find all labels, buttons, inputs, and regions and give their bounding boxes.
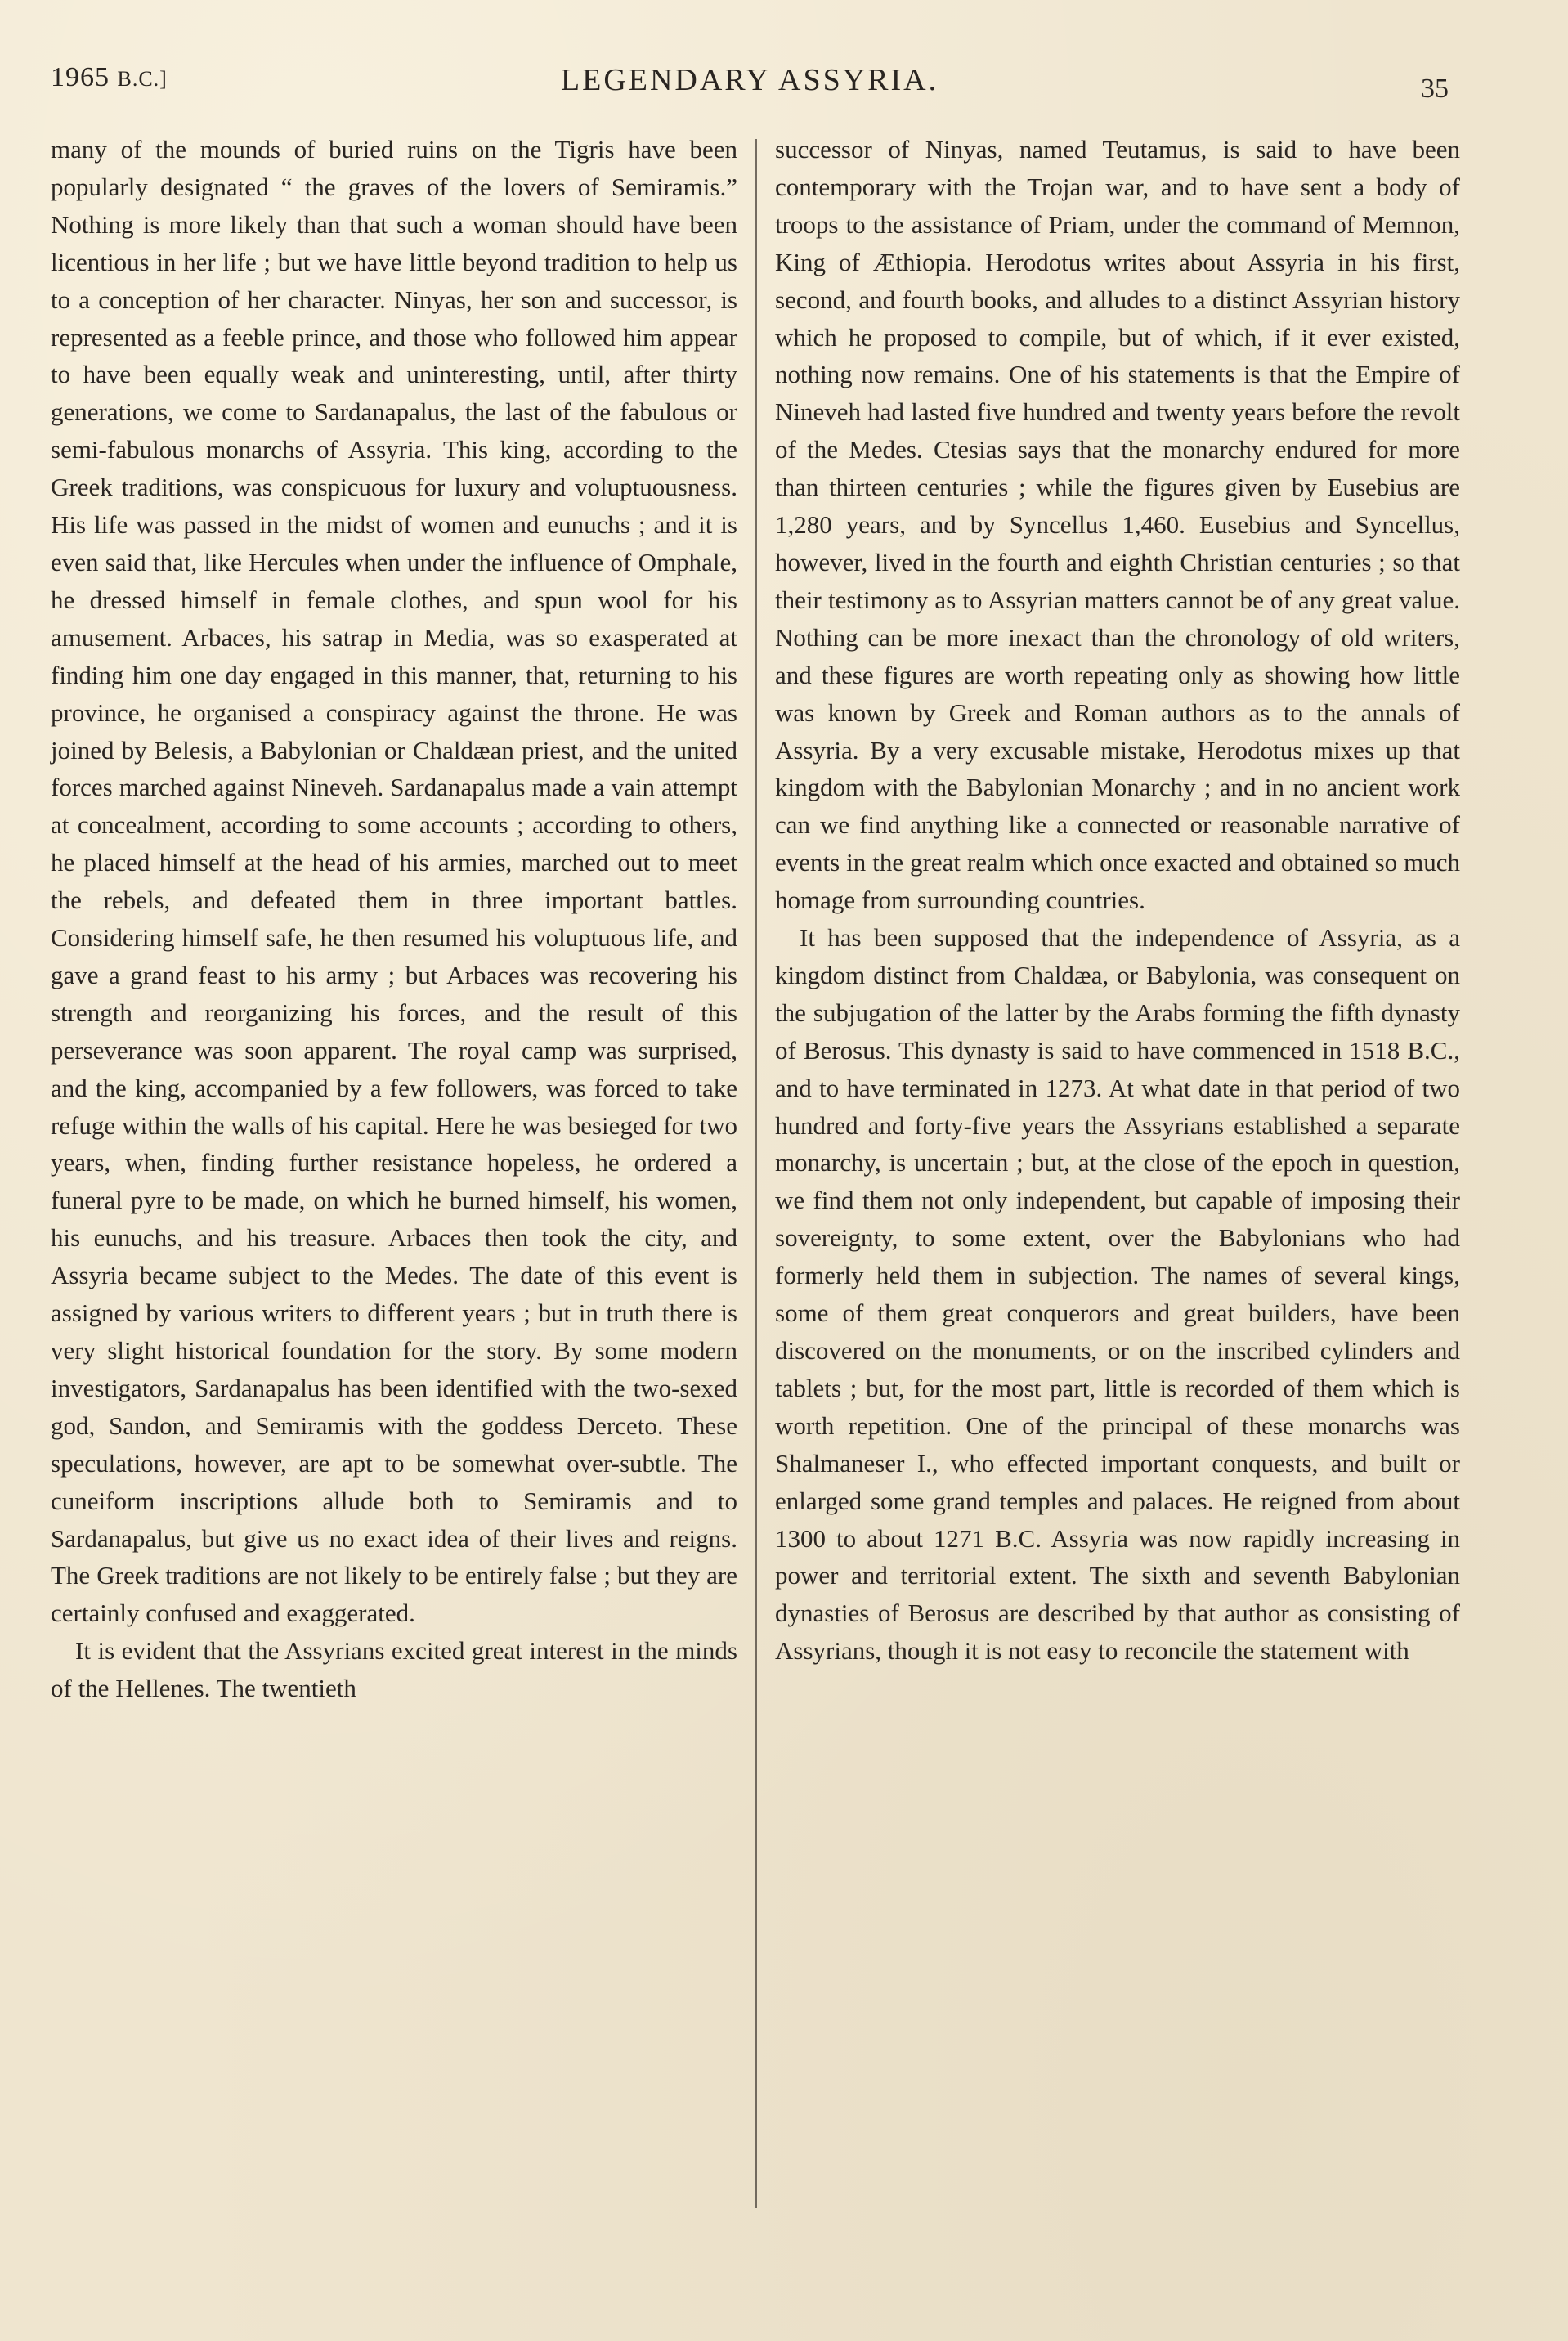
- left-column: [51, 131, 737, 1707]
- running-header: [51, 56, 1449, 105]
- page-number: 35: [1421, 74, 1449, 104]
- column-divider: [755, 139, 757, 2208]
- header-title: LEGENDARY ASSYRIA.: [560, 63, 939, 97]
- right-paragraph-1: successor of Ninyas, named Teutamus, is said to have been contemporary with the Trojan war, and to have sent a body of troops to the assistance of Priam, under the command of Memnon, King of Æthiopia. Herodotus writes about Assyria in his first, second, and fourth books, and alludes to a distinct Assyrian history which he proposed to compile, but of which, if it ever existed, nothing now remains. One of his statements is that the Empire of Nineveh had lasted five hundred and twenty years before the revolt of the Medes. Ctesias says that the monarchy endured for more than thirteen centuries ; while the figures given by Eusebius are 1,280 years, and by Syncellus 1,460. Eusebius and Syncellus, however, lived in the fourth and eighth Christian centuries ; so that their testimony as to Assyrian matters cannot be of any great value. Nothing can be more inexact than the chronology of old writers, and these figures are worth repeating only as showing how little was known by Greek and Roman authors as to the annals of Assyria. By a very excusable mistake, Herodotus mixes up that kingdom with the Babylonian Monarchy ; and in no ancient work can we find anything like a connected or reasonable narrative of events in the great realm which once exacted and obtained so much homage from surrounding countries.: [775, 135, 1460, 915]
- right-column: [775, 131, 1460, 1670]
- header-date-number: 1965: [51, 62, 110, 92]
- right-paragraph-2: It has been supposed that the independence of Assyria, as a kingdom distinct from Chaldæa, or Babylonia, was consequent on the subjugation of the latter by the Arabs forming the fifth dynasty of Berosus. This dynasty is said to have commenced in 1518 B.C., and to have terminated in 1273. At what date in that period of two hundred and forty-five years the Assyrians established a separate monarchy, is uncertain ; but, at the close of the epoch in question, we find them not only independent, but capable of imposing their sovereignty, to some extent, over the Babylonians who had formerly held them in subjection. The names of several kings, some of them great conquerors and great builders, have been discovered on the monuments, or on the inscribed cylinders and tablets ; but, for the most part, little is recorded of them which is worth repetition. One of the principal of these monarchs was Shalmaneser I., who effected important conquests, and built or enlarged some grand temples and palaces. He reigned from about 1300 to about 1271 B.C. Assyria was now rapidly increasing in power and territorial extent. The sixth and seventh Babylonian dynasties of Berosus are described by that author as consisting of Assyrians, though it is not easy to reconcile the statement with: [775, 923, 1460, 1666]
- left-paragraph-1: many of the mounds of buried ruins on the Tigris have been popularly designated “ the graves of the lovers of Semiramis.” Nothing is more likely than that such a woman should have been licentious in her life ; but we have little beyond tradition to help us to a conception of her character. Ninyas, her son and successor, is represented as a feeble prince, and those who followed him appear to have been equally weak and uninteresting, until, after thirty generations, we come to Sardanapalus, the last of the fabulous or semi-fabulous monarchs of Assyria. This king, according to the Greek traditions, was conspicuous for luxury and voluptuousness. His life was passed in the midst of women and eunuchs ; and it is even said that, like Hercules when under the influence of Omphale, he dressed himself in female clothes, and spun wool for his amusement. Arbaces, his satrap in Media, was so exasperated at finding him one day engaged in this manner, that, returning to his province, he organised a conspiracy against the throne. He was joined by Belesis, a Babylonian or Chaldæan priest, and the united forces marched against Nineveh. Sardanapalus made a vain attempt at concealment, according to some accounts ; according to others, he placed himself at the head of his armies, marched out to meet the rebels, and defeated them in three important battles. Considering himself safe, he then resumed his voluptuous life, and gave a grand feast to his army ; but Arbaces was recovering his strength and reorganizing his forces, and the result of this perseverance was soon apparent. The royal camp was surprised, and the king, accompanied by a few followers, was forced to take refuge within the walls of his capital. Here he was besieged for two years, when, finding further resistance hopeless, he ordered a funeral pyre to be made, on which he burned himself, his women, his eunuchs, and his treasure. Arbaces then took the city, and Assyria became subject to the Medes. The date of this event is assigned by various writers to different years ; but in truth there is very slight historical foundation for the story. By some modern investigators, Sardanapalus has been identified with the two-sexed god, Sandon, and Semiramis with the goddess Derceto. These speculations, however, are apt to be somewhat over-subtle. The cuneiform inscriptions allude both to Semiramis and to Sardanapalus, but give us no exact idea of their lives and reigns. The Greek traditions are not likely to be entirely false ; but they are certainly confused and exaggerated.: [51, 135, 737, 1628]
- left-paragraph-2: It is evident that the Assyrians excited great interest in the minds of the Hellenes. The twentieth: [51, 1636, 737, 1703]
- header-date-era: B.C.]: [117, 67, 168, 91]
